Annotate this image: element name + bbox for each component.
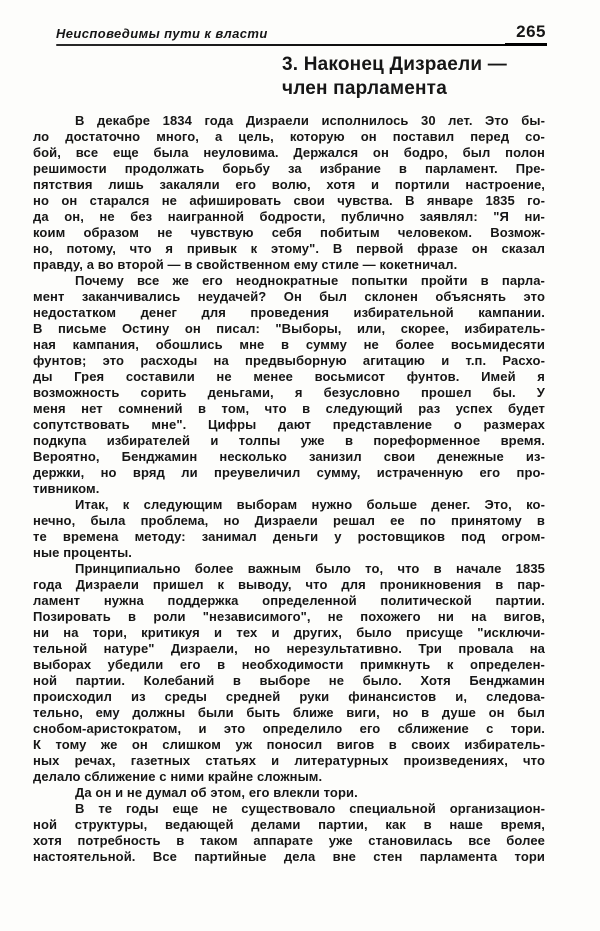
- text-line: те времена методу: занимал деньги у ростовщиков под огром-: [33, 529, 545, 544]
- text-line: но он старался не афишировать свои чувства. В январе 1835 го-: [33, 193, 545, 208]
- text-line: делало сближение с ними крайне сложным.: [33, 769, 323, 784]
- text-line: настоятельной. Все партийные дела вне стен парламента тори: [33, 849, 545, 864]
- text-line: Вероятно, Бенджамин несколько занизил свои денежные из-: [33, 449, 545, 464]
- text-line: сопутствовать мне". Цифры дают представление о размерах: [33, 417, 545, 432]
- text-line: решимости продолжать борьбу за избрание в парламент. Пре-: [33, 161, 545, 176]
- paragraph: [33, 785, 545, 801]
- text-line: ламент нужна поддержка определенной политической партии.: [33, 593, 545, 608]
- text-line: В декабре 1834 года Дизраели исполнилось 30 лет. Это бы-: [75, 113, 545, 128]
- header-rule-accent: [505, 43, 547, 46]
- text-line: подкупа избирателей и толпы уже в пореформенное время.: [33, 433, 545, 448]
- text-line: К тому же он слишком уж поносил вигов в своих избиратель-: [33, 737, 545, 752]
- text-line: да он, не без наигранной бодрости, публично заявлял: "Я ни-: [33, 209, 545, 224]
- text-line: но, потому, что я привык к этому". В первой фразе он сказал: [33, 241, 545, 256]
- text-line: тельно, ему должны были быть ближе виги, но в душе он был: [33, 705, 545, 720]
- chapter-title: [282, 53, 507, 100]
- header-rule: [56, 44, 547, 46]
- text-line: В те годы еще не существовало специальной организацион-: [75, 801, 545, 816]
- text-line: тельной натуре" Дизраели, но нерезультативно. Три провала на: [33, 641, 545, 656]
- text-line: ло достаточно много, а цель, которую он поставил перед со-: [33, 129, 545, 144]
- paragraph: [33, 561, 545, 785]
- text-line: Позировать в роли "независимого", не похожего ни на вигов,: [33, 609, 545, 624]
- text-line: Почему все же его неоднократные попытки пройти в парла-: [75, 273, 545, 288]
- chapter-title-line-2: член парламента: [282, 77, 447, 99]
- text-line: происходил из среды средней руки финансистов и, следова-: [33, 689, 545, 704]
- page-number: 265: [516, 22, 546, 41]
- text-line: ных речах, газетных статьях и литературных произведениях, что: [33, 753, 545, 768]
- paragraph: [33, 497, 545, 561]
- text-line: года Дизраели пришел к выводу, что для проникновения в пар-: [33, 577, 545, 592]
- body-text: [33, 113, 545, 865]
- text-line: пятствия лишь закаляли его волю, хотя и портили настроение,: [33, 177, 545, 192]
- text-line: меня нет сомнений в том, что в следующий раз успех будет: [33, 401, 545, 416]
- text-line: держки, но вряд ли преувеличил сумму, истраченную его про-: [33, 465, 545, 480]
- text-line: ной структуры, ведающей делами партии, как в наше время,: [33, 817, 545, 832]
- text-line: ды Грея составили не менее восьмисот фунтов. Имей я: [33, 369, 545, 384]
- text-line: Да он и не думал об этом, его влекли тори.: [75, 785, 358, 800]
- text-line: правду, а во второй — в свойственном ему стиле — кокетничал.: [33, 257, 458, 272]
- text-line: В письме Остину он писал: "Выборы, или, скорее, избиратель-: [33, 321, 545, 336]
- text-line: ная кампания, обошлись мне в сумму не более восьмидесяти: [33, 337, 545, 352]
- chapter-title-line-1: 3. Наконец Дизраели —: [282, 54, 507, 75]
- text-line: хотя потребность в таком аппарате уже становилась все более: [33, 833, 545, 848]
- paragraph: [33, 801, 545, 865]
- text-line: ные проценты.: [33, 545, 132, 560]
- text-line: выборах убедили его в необходимости примкнуть к определен-: [33, 657, 545, 672]
- paragraph: [33, 113, 545, 273]
- text-line: ной партии. Колебаний в выборе не было. Хотя Бенджамин: [33, 673, 545, 688]
- text-line: недостатком денег для проведения избирательной кампании.: [33, 305, 545, 320]
- text-line: коим образом не чувствую себя побитым человеком. Возмож-: [33, 225, 545, 240]
- text-line: нечно, была проблема, но Дизраели решал ее по принятому в: [33, 513, 545, 528]
- text-line: мент заканчивались неудачей? Он был склонен объяснять это: [33, 289, 545, 304]
- text-line: бой, все еще была неуловима. Держался он бодро, был полон: [33, 145, 545, 160]
- running-head: Неисповедимы пути к власти: [56, 26, 268, 41]
- text-line: Итак, к следующим выборам нужно больше денег. Это, ко-: [75, 497, 545, 512]
- text-line: ни на тори, критикуя и тех и других, было присуще "исключи-: [33, 625, 545, 640]
- text-line: возможность сорить деньгами, я безусловно прошел бы. У: [33, 385, 545, 400]
- text-line: фунтов; это расходы на предвыборную агитацию и т.п. Расхо-: [33, 353, 545, 368]
- text-line: снобом-аристократом, и это определило его сближение с тори.: [33, 721, 545, 736]
- paragraph: [33, 273, 545, 497]
- text-line: Принципиально более важным было то, что в начале 1835: [75, 561, 545, 576]
- text-line: тивником.: [33, 481, 100, 496]
